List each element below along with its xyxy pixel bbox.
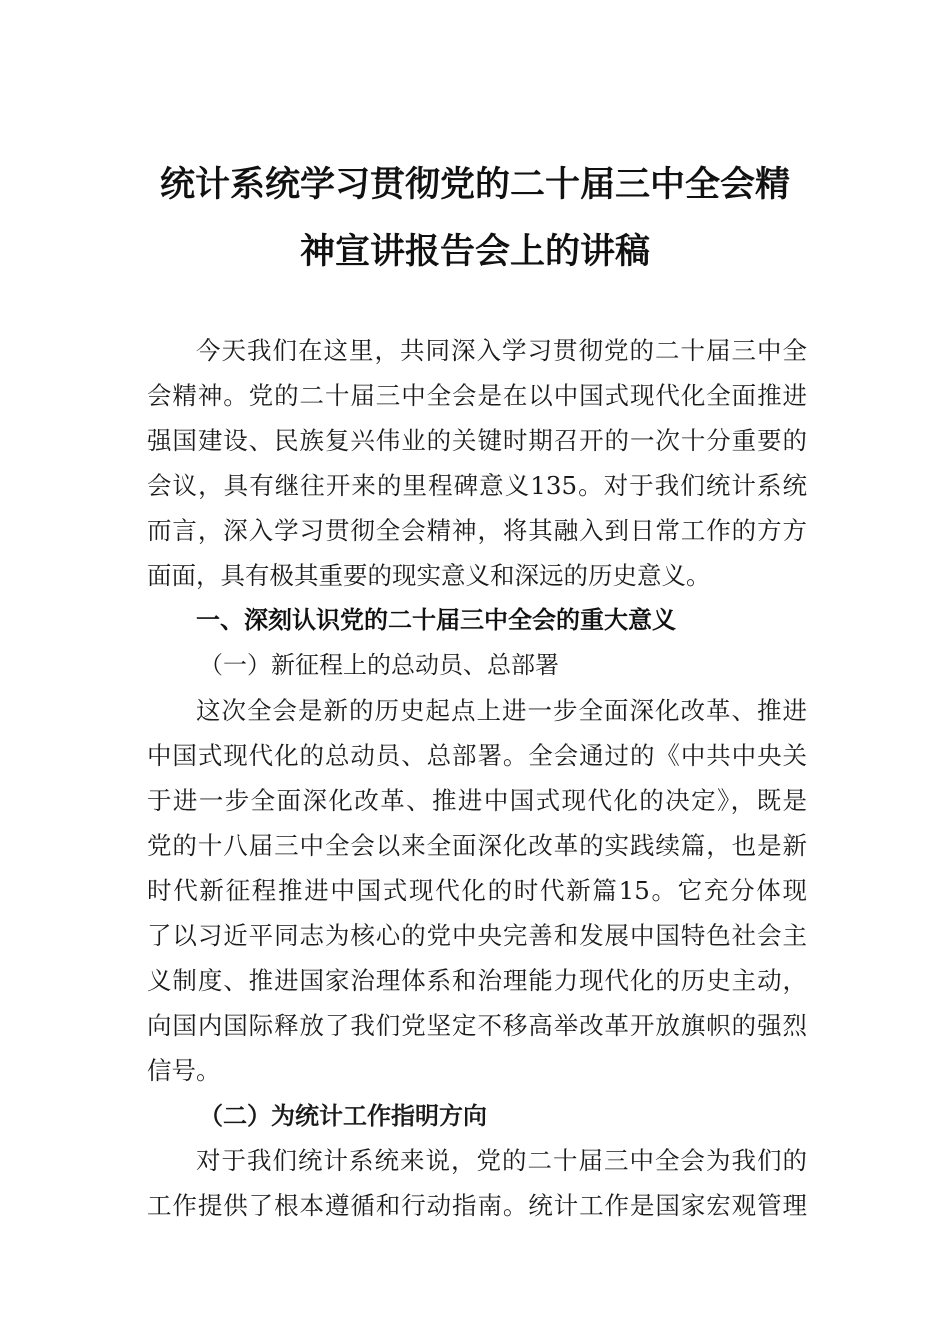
paragraph-line: 党的十八届三中全会以来全面深化改革的实践续篇，也是新 <box>147 831 807 860</box>
subsection-1-heading: （一）新征程上的总动员、总部署 <box>199 651 559 679</box>
intro-line: 面面，具有极其重要的现实意义和深远的历史意义。 <box>147 561 711 590</box>
paragraph-line: 向国内国际释放了我们党坚定不移高举改革开放旗帜的强烈 <box>147 1011 807 1040</box>
paragraph-line: 工作提供了根本遵循和行动指南。统计工作是国家宏观管理 <box>147 1191 807 1220</box>
intro-line: 今天我们在这里，共同深入学习贯彻党的二十届三中全 <box>196 336 807 365</box>
paragraph-line: 信号。 <box>147 1056 221 1085</box>
section-1-heading: 一、深刻认识党的二十届三中全会的重大意义 <box>196 606 676 634</box>
intro-line: 而言，深入学习贯彻全会精神，将其融入到日常工作的方方 <box>147 516 807 545</box>
document-title-line-1: 统计系统学习贯彻党的二十届三中全会精 <box>159 164 790 205</box>
paragraph-line: 这次全会是新的历史起点上进一步全面深化改革、推进 <box>196 696 807 725</box>
intro-line: 强国建设、民族复兴伟业的关键时期召开的一次十分重要的 <box>147 426 807 455</box>
intro-line: 会议，具有继往开来的里程碑意义135。对于我们统计系统 <box>147 471 807 500</box>
subsection-2-heading: （二）为统计工作指明方向 <box>199 1101 487 1130</box>
paragraph-line: 义制度、推进国家治理体系和治理能力现代化的历史主动， <box>147 966 807 995</box>
paragraph-line: 了以习近平同志为核心的党中央完善和发展中国特色社会主 <box>147 921 807 950</box>
paragraph-line: 时代新征程推进中国式现代化的时代新篇15。它充分体现 <box>147 876 807 905</box>
paragraph-line: 对于我们统计系统来说，党的二十届三中全会为我们的 <box>196 1146 807 1175</box>
intro-line: 会精神。党的二十届三中全会是在以中国式现代化全面推进 <box>147 381 807 410</box>
paragraph-line: 于进一步全面深化改革、推进中国式现代化的决定》，既是 <box>147 786 807 815</box>
paragraph-line: 中国式现代化的总动员、总部署。全会通过的《中共中央关 <box>147 741 807 770</box>
document-title-line-2: 神宣讲报告会上的讲稿 <box>299 231 650 272</box>
